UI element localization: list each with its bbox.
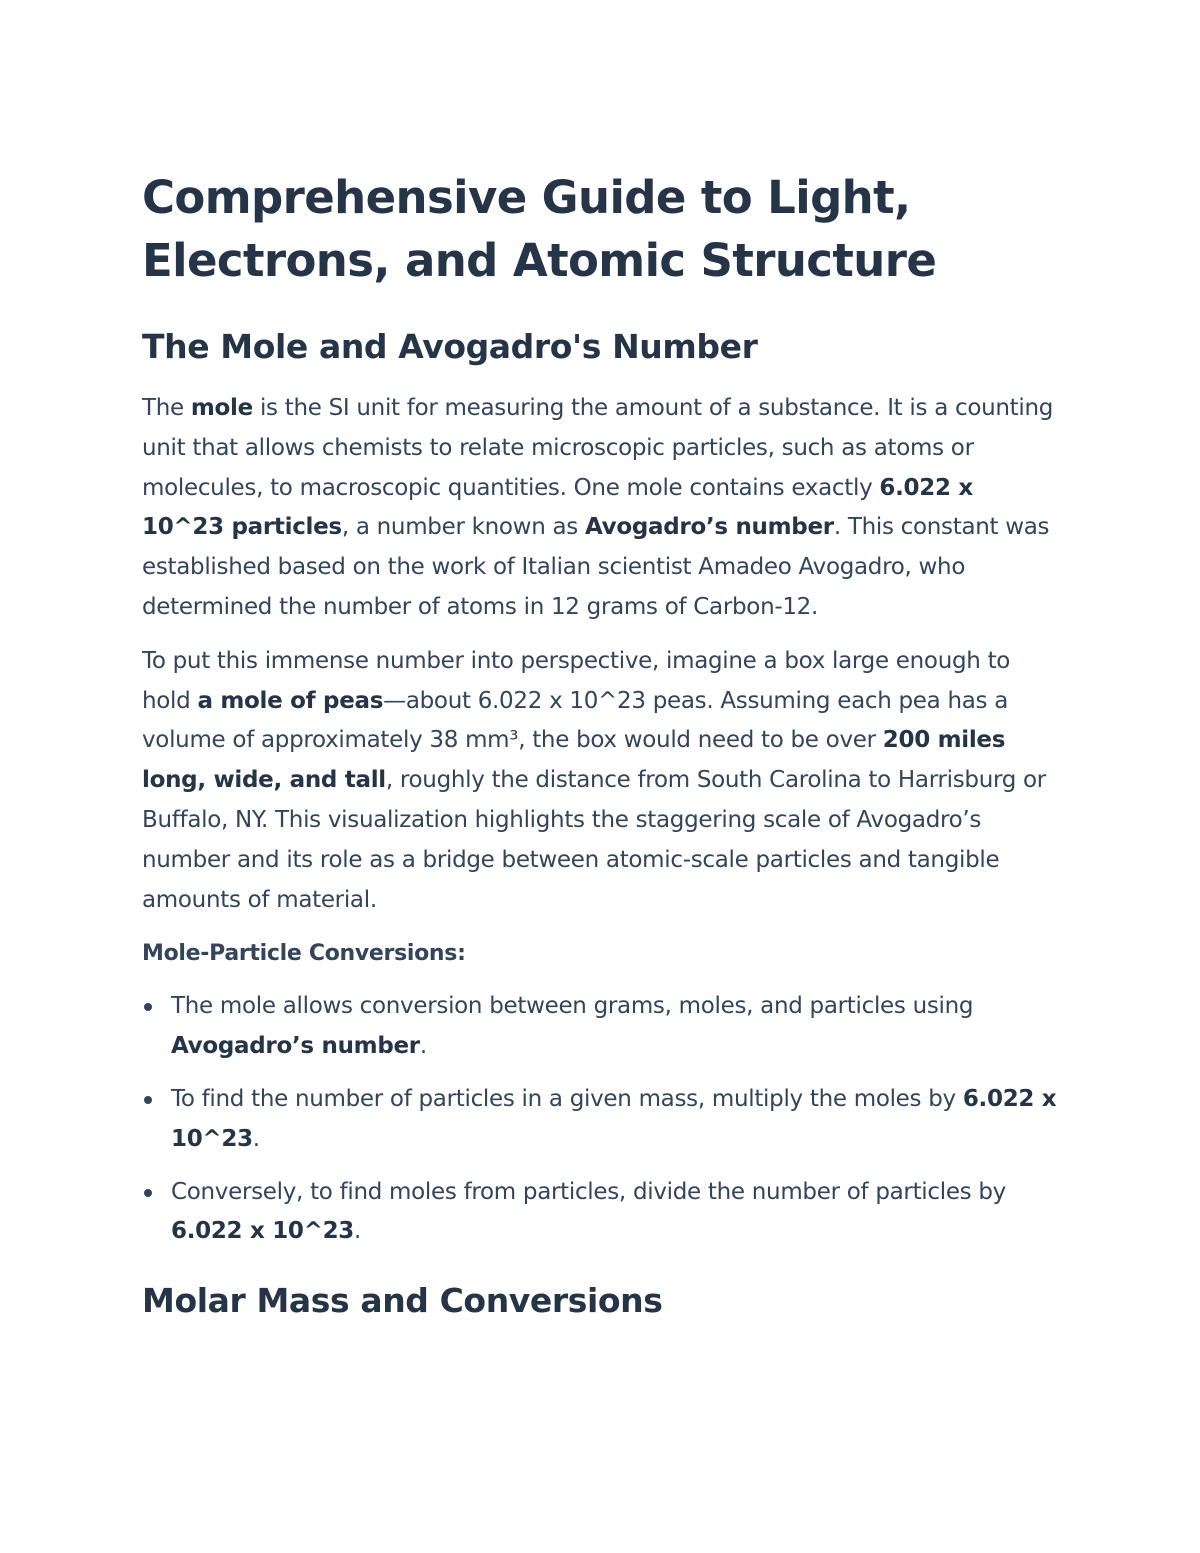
text-run: .	[419, 1033, 427, 1060]
text-run: , a number known as	[341, 514, 585, 541]
bold-term: 6.022 x 10^23	[171, 1085, 1057, 1152]
bold-term-box-size: 200 miles long, wide, and tall	[142, 727, 1006, 794]
paragraph-peas-perspective	[142, 642, 1060, 921]
text-run: is the SI unit for measuring the amount of a substance. It is a counting unit that allows chemists to relate microscopic particles, such as atoms or molecules, to macroscopic quantities. One mole contains exactly	[142, 395, 1054, 501]
bullet-icon	[144, 1189, 152, 1197]
bold-term-particles: 6.022 x 10^23 particles	[142, 474, 973, 541]
subheading-conversions: Mole-Particle Conversions:	[142, 941, 466, 967]
text-run: .	[252, 1125, 260, 1152]
conversions-list	[142, 987, 1060, 1252]
bold-term-avogadro: Avogadro’s number	[584, 514, 834, 541]
section-heading-molar-mass: Molar Mass and Conversions	[142, 1281, 663, 1321]
text-run: . This constant was established based on the work of Italian scientist Amadeo Avogadro, who determined the number of atoms in 12 grams of Carbon-12.	[142, 514, 1050, 620]
page-title: Comprehensive Guide to Light, Electrons, and Atomic Structure	[142, 171, 937, 287]
list-item	[142, 1173, 1060, 1253]
text-run: The mole allows conversion between grams, moles, and particles using	[171, 993, 974, 1020]
text-run: —about 6.022 x 10^23 peas. Assuming each pea has a volume of approximately 38 mm³, the box would need to be over	[142, 687, 1009, 754]
bullet-icon	[144, 1003, 152, 1011]
bold-term: Avogadro’s number	[171, 1033, 420, 1060]
paragraph-mole-definition	[142, 389, 1060, 628]
bold-term: 6.022 x 10^23	[171, 1218, 354, 1245]
text-run: The	[142, 395, 191, 421]
bullet-icon	[144, 1096, 152, 1104]
bold-term-mole-of-peas: a mole of peas	[197, 687, 384, 714]
section-heading-mole: The Mole and Avogadro's Number	[142, 327, 758, 366]
text-run: .	[354, 1218, 362, 1245]
text-run: , roughly the distance from South Carolina to Harrisburg or Buffalo, NY. This visualization highlights the staggering scale of Avogadro’s number and its role as a bridge between atomic-scale particles and tangible amounts of material.	[142, 767, 1046, 913]
text-run: To find the number of particles in a given mass, multiply the moles by	[171, 1085, 963, 1112]
text-run: Conversely, to find moles from particles, divide the number of particles by	[171, 1178, 1006, 1205]
list-item	[142, 987, 1060, 1067]
text-run: To put this immense number into perspective, imagine a box large enough to hold	[142, 647, 1011, 714]
list-item	[142, 1080, 1060, 1160]
bold-term-mole: mole	[190, 395, 253, 421]
